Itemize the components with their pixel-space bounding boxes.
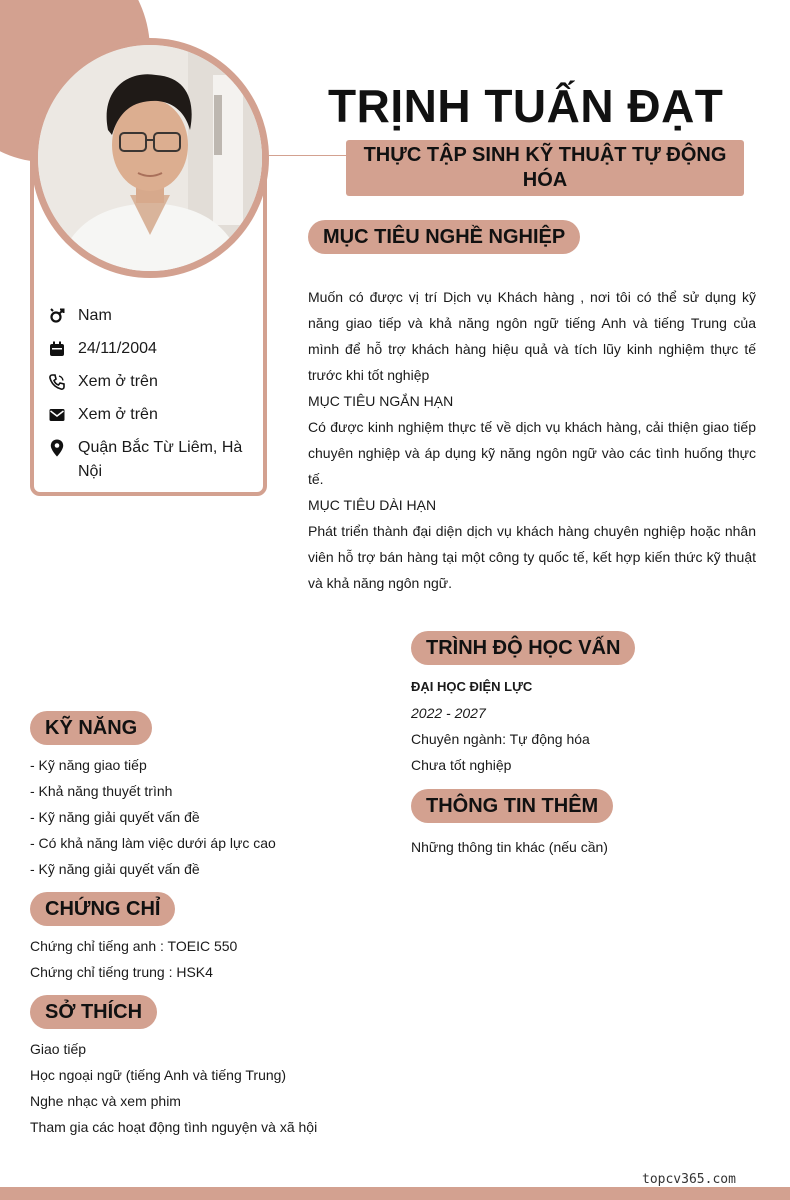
hobby-item: Nghe nhạc và xem phim <box>30 1093 181 1109</box>
objective-intro: Muốn có được vị trí Dịch vụ Khách hàng , nơi tôi có thể sử dụng kỹ năng giao tiếp và khả năng ngôn ngữ tiếng Anh và tiếng Trung của mình để hỗ trợ khách hàng hiệu quả và tích lũy kinh nghiệm thực tế trước khi tốt nghiệp <box>308 289 756 383</box>
objective-heading: MỤC TIÊU NGHỀ NGHIỆP <box>308 220 580 254</box>
skill-item: - Kỹ năng giao tiếp <box>30 757 147 773</box>
contact-gender <box>48 304 253 328</box>
footer-bar <box>0 1187 790 1200</box>
education-status: Chưa tốt nghiệp <box>411 757 512 773</box>
contact-address <box>48 436 253 484</box>
certificates-list <box>30 933 237 985</box>
additional-info-heading: THÔNG TIN THÊM <box>411 789 613 823</box>
skill-item: - Kỹ năng giải quyết vấn đề <box>30 861 200 877</box>
phone-icon <box>48 370 66 394</box>
gender-icon <box>48 304 66 328</box>
birthday-text: 24/11/2004 <box>78 340 157 357</box>
education-school: ĐẠI HỌC ĐIỆN LỰC <box>411 679 533 694</box>
skills-heading: KỸ NĂNG <box>30 711 152 745</box>
hobbies-heading: SỞ THÍCH <box>30 995 157 1029</box>
title-connector-line <box>268 155 348 156</box>
contact-birthday <box>48 337 253 361</box>
additional-info-text: Những thông tin khác (nếu cần) <box>411 839 608 855</box>
hobby-item: Tham gia các hoạt động tình nguyện và xã hội <box>30 1119 318 1135</box>
hobby-item: Học ngoại ngữ (tiếng Anh và tiếng Trung) <box>30 1067 287 1083</box>
phone-text: Xem ở trên <box>78 373 158 390</box>
skills-list <box>30 752 276 882</box>
long-term-text: Phát triển thành đại diện dịch vụ khách hàng chuyên nghiệp hoặc nhân viên hỗ trợ bán hàng tại một công ty quốc tế, kết hợp kiến thức kỹ thuật và khả năng ngôn ngữ. <box>308 523 756 591</box>
education-heading: TRÌNH ĐỘ HỌC VẤN <box>411 631 635 665</box>
certificate-item: Chứng chỉ tiếng anh : TOEIC 550 <box>30 938 238 954</box>
hobbies-list <box>30 1036 317 1140</box>
hobby-item: Giao tiếp <box>30 1041 87 1057</box>
long-term-label: MỤC TIÊU DÀI HẠN <box>308 497 437 513</box>
short-term-label: MỤC TIÊU NGẮN HẠN <box>308 393 454 409</box>
email-text: Xem ở trên <box>78 406 158 423</box>
short-term-text: Có được kinh nghiệm thực tế về dịch vụ khách hàng, cải thiện giao tiếp chuyên nghiệp và áp dụng kỹ năng ngôn ngữ vào các tình huống thực tế. <box>308 419 756 487</box>
education-section <box>411 674 590 778</box>
certificate-item: Chứng chỉ tiếng trung : HSK4 <box>30 964 213 980</box>
watermark: topcv365.com <box>642 1172 736 1187</box>
job-title: THỰC TẬP SINH KỸ THUẬT TỰ ĐỘNG HÓA <box>346 140 744 196</box>
objective-section <box>308 284 756 596</box>
education-major: Chuyên ngành: Tự động hóa <box>411 731 590 747</box>
gender-text: Nam <box>78 307 112 324</box>
contact-list <box>48 304 253 493</box>
contact-phone <box>48 370 253 394</box>
address-text: Quận Bắc Từ Liêm, Hà Nội <box>78 439 243 480</box>
calendar-icon <box>48 337 66 361</box>
email-icon <box>48 403 66 427</box>
education-years: 2022 - 2027 <box>411 705 486 721</box>
candidate-name: TRỊNH TUẤN ĐẠT <box>328 80 724 132</box>
certificates-heading: CHỨNG CHỈ <box>30 892 175 926</box>
contact-email <box>48 403 253 427</box>
skill-item: - Có khả năng làm việc dưới áp lực cao <box>30 835 276 851</box>
skill-item: - Khả năng thuyết trình <box>30 783 173 799</box>
location-pin-icon <box>48 436 66 460</box>
avatar <box>38 45 262 271</box>
skill-item: - Kỹ năng giải quyết vấn đề <box>30 809 200 825</box>
